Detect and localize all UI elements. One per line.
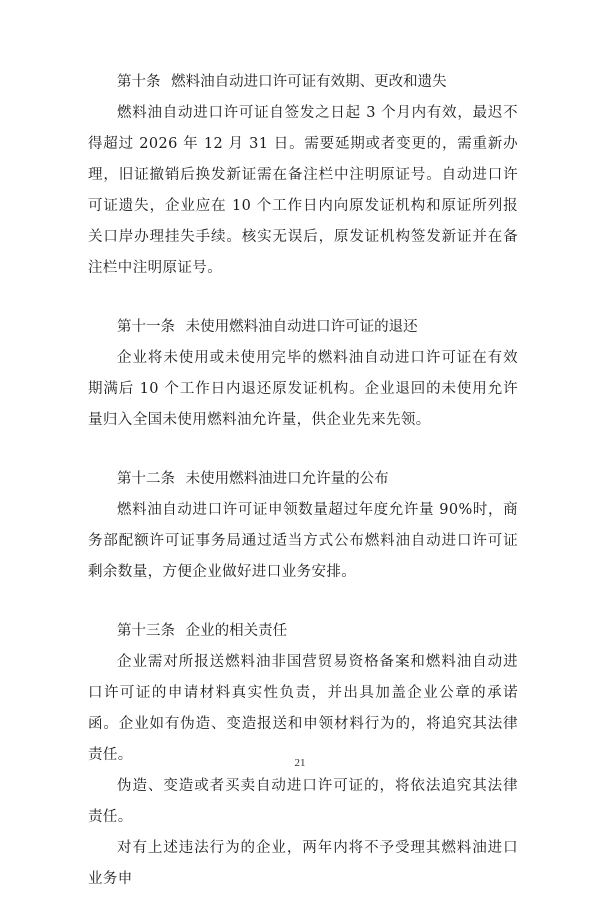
article-11-heading: 第十一条 未使用燃料油自动进口许可证的退还 <box>117 319 418 335</box>
article-12 <box>88 464 518 588</box>
article-10-heading: 第十条 燃料油自动进口许可证有效期、更改和遗失 <box>117 74 447 90</box>
article-13-heading: 第十三条 企业的相关责任 <box>117 623 288 639</box>
article-12-paragraph-1: 燃料油自动进口许可证申领数量超过年度允许量 90%时，商务部配额许可证事务局通过适当方式公布燃料油自动进口许可证剩余数量，方便企业做好进口业务安排。 <box>88 502 518 580</box>
article-13-paragraph-1: 企业需对所报送燃料油非国营贸易资格备案和燃料油自动进口许可证的申请材料真实性负责，并出具加盖企业公章的承诺函。企业如有伪造、变造报送和申领材料行为的，将追究其法律责任。 <box>88 654 518 763</box>
article-13-paragraph-3: 对有上述违法行为的企业，两年内将不予受理其燃料油进口业务申 <box>88 840 518 887</box>
article-10-paragraph-1: 燃料油自动进口许可证自签发之日起 3 个月内有效，最迟不得超过 2026 年 12 月 31 日。需要延期或者变更的，需重新办理，旧证撤销后换发新证需在备注栏中注明原证号。自动进口许可证遗失，企业应在 10 个工作日内向原发证机构和原证所列报关口岸办理挂失手续。核实无误后，原发证机构签发新证并在备注栏中注明原证号。 <box>88 105 518 276</box>
article-12-heading: 第十二条 未使用燃料油进口允许量的公布 <box>117 471 389 487</box>
page-number: 21 <box>294 757 306 769</box>
document-body <box>88 67 518 923</box>
article-11-paragraph-1: 企业将未使用或未使用完毕的燃料油自动进口许可证在有效期满后 10 个工作日内退还原发证机构。企业退回的未使用允许量归入全国未使用燃料油允许量，供企业先来先领。 <box>88 350 518 428</box>
article-11 <box>88 312 518 436</box>
article-13 <box>88 616 518 895</box>
article-10 <box>88 67 518 284</box>
article-13-paragraph-2: 伪造、变造或者买卖自动进口许可证的，将依法追究其法律责任。 <box>88 778 518 825</box>
